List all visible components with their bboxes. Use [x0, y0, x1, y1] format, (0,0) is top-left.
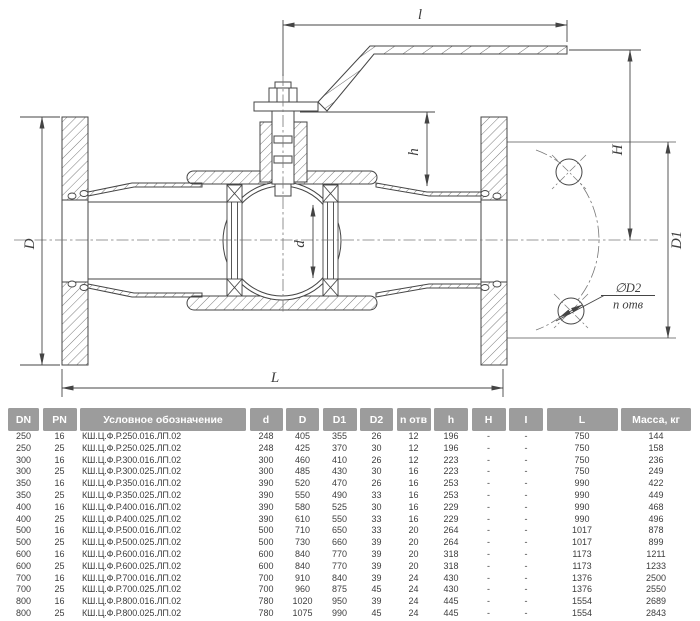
value-cell: 1173	[572, 548, 592, 559]
value-cell: 30	[371, 466, 382, 477]
table-row	[0, 549, 700, 561]
value-cell: 25	[54, 489, 65, 500]
value-cell: 960	[294, 584, 311, 595]
value-cell: 2500	[645, 572, 667, 583]
value-cell: -	[487, 478, 490, 489]
column-header: d	[250, 408, 283, 431]
value-cell: 20	[408, 525, 419, 536]
value-cell: -	[487, 454, 490, 465]
value-cell: 910	[294, 572, 311, 583]
value-cell: 770	[331, 548, 348, 559]
value-cell: 1173	[572, 560, 592, 571]
value-cell: 229	[443, 501, 459, 512]
table-row	[0, 584, 700, 596]
value-cell: 2550	[645, 584, 667, 595]
designation-cell: КШ.Ц.Ф.Р.500.025.ЛП.02	[82, 537, 182, 548]
value-cell: 650	[331, 525, 348, 536]
value-cell: 16	[408, 489, 419, 500]
value-cell: 580	[294, 501, 311, 512]
value-cell: 318	[443, 548, 459, 559]
value-cell: 990	[574, 501, 590, 512]
value-cell: -	[524, 607, 528, 618]
column-header: PN	[43, 408, 77, 431]
designation-cell: КШ.Ц.Ф.Р.350.025.ЛП.02	[82, 489, 182, 500]
value-cell: 26	[371, 478, 382, 489]
dim-H	[569, 50, 641, 240]
value-cell: 229	[443, 513, 459, 524]
dim-label-phi-d2: ∅D2	[614, 281, 642, 295]
value-cell: 750	[574, 431, 590, 441]
value-cell: 700	[15, 572, 32, 583]
value-cell: -	[524, 489, 528, 500]
dim-label-l: l	[417, 7, 423, 23]
value-cell: 1376	[571, 572, 593, 583]
value-cell: 700	[258, 572, 274, 583]
value-cell: 25	[54, 584, 65, 595]
value-cell: 24	[408, 596, 419, 607]
dimensions-table	[0, 408, 700, 620]
table-row	[0, 466, 700, 478]
column-header: h	[434, 408, 468, 431]
value-cell: 248	[258, 442, 274, 453]
value-cell: 950	[331, 596, 348, 607]
table-row	[0, 514, 700, 526]
value-cell: 16	[54, 431, 65, 441]
value-cell: 875	[331, 584, 348, 595]
value-cell: 12	[408, 431, 419, 441]
value-cell: 770	[331, 560, 348, 571]
value-cell: -	[487, 501, 490, 512]
value-cell: 500	[15, 537, 32, 548]
value-cell: 20	[408, 537, 419, 548]
left-seat	[227, 185, 242, 296]
value-cell: -	[524, 442, 528, 453]
value-cell: 236	[648, 454, 664, 465]
value-cell: 899	[648, 537, 664, 548]
value-cell: 300	[258, 454, 274, 465]
value-cell: 525	[331, 501, 348, 512]
value-cell: -	[487, 466, 490, 477]
designation-cell: КШ.Ц.Ф.Р.600.025.ЛП.02	[82, 560, 182, 571]
table-body	[0, 431, 700, 620]
value-cell: 445	[443, 596, 459, 607]
designation-cell: КШ.Ц.Ф.Р.400.025.ЛП.02	[82, 513, 182, 524]
designation-cell: КШ.Ц.Ф.Р.250.025.ЛП.02	[82, 442, 182, 453]
value-cell: 26	[371, 454, 382, 465]
value-cell: 500	[258, 537, 274, 548]
designation-cell: КШ.Ц.Ф.Р.700.016.ЛП.02	[82, 572, 182, 583]
table-row	[0, 490, 700, 502]
column-header: n отв	[397, 408, 431, 431]
value-cell: 39	[371, 572, 382, 583]
value-cell: -	[524, 454, 528, 465]
dim-label-n-otv: n отв	[612, 297, 644, 312]
value-cell: 196	[443, 442, 459, 453]
value-cell: 1075	[292, 607, 313, 618]
value-cell: 1020	[292, 596, 313, 607]
value-cell: 16	[54, 454, 65, 465]
handle-lever	[318, 46, 567, 111]
value-cell: 196	[443, 431, 459, 441]
column-header: L	[547, 408, 618, 431]
dim-label-D: D	[22, 238, 38, 250]
value-cell: 25	[54, 537, 65, 548]
right-flange	[481, 117, 507, 365]
value-cell: 468	[648, 501, 664, 512]
value-cell: 248	[258, 431, 274, 441]
value-cell: 1554	[571, 607, 593, 618]
designation-cell: КШ.Ц.Ф.Р.400.016.ЛП.02	[82, 501, 182, 512]
value-cell: 460	[294, 454, 311, 465]
value-cell: 20	[408, 560, 419, 571]
value-cell: 410	[331, 454, 348, 465]
value-cell: -	[524, 513, 528, 524]
value-cell: 26	[371, 431, 382, 441]
value-cell: 16	[408, 513, 419, 524]
value-cell: 223	[443, 466, 459, 477]
value-cell: 250	[15, 442, 32, 453]
value-cell: 25	[54, 466, 65, 477]
value-cell: 24	[408, 607, 419, 618]
value-cell: 750	[574, 454, 590, 465]
value-cell: 449	[648, 489, 664, 500]
value-cell: 800	[15, 607, 32, 618]
value-cell: 144	[648, 431, 664, 441]
value-cell: 39	[371, 537, 382, 548]
designation-cell: КШ.Ц.Ф.Р.300.016.ЛП.02	[82, 454, 182, 465]
value-cell: 300	[15, 466, 32, 477]
value-cell: 840	[294, 560, 311, 571]
table-row	[0, 573, 700, 585]
designation-cell: КШ.Ц.Ф.Р.800.025.ЛП.02	[82, 607, 182, 618]
value-cell: -	[487, 607, 490, 618]
value-cell: 660	[331, 537, 348, 548]
value-cell: 45	[371, 607, 382, 618]
value-cell: 350	[15, 478, 32, 489]
value-cell: -	[524, 478, 528, 489]
value-cell: 1017	[571, 525, 593, 536]
value-cell: -	[487, 596, 490, 607]
value-cell: 16	[54, 572, 65, 583]
value-cell: 300	[258, 466, 274, 477]
value-cell: 700	[258, 584, 274, 595]
value-cell: 264	[443, 537, 459, 548]
value-cell: 610	[294, 513, 311, 524]
end-view	[552, 155, 588, 328]
value-cell: 430	[443, 584, 459, 595]
value-cell: 1233	[645, 560, 667, 571]
value-cell: 30	[371, 501, 382, 512]
value-cell: 16	[408, 478, 419, 489]
value-cell: 250	[15, 431, 32, 441]
value-cell: -	[524, 525, 528, 536]
value-cell: 390	[258, 478, 274, 489]
dim-label-d: d	[292, 240, 308, 248]
value-cell: 405	[294, 431, 311, 441]
value-cell: 500	[15, 525, 32, 536]
value-cell: 300	[15, 454, 32, 465]
table-row	[0, 537, 700, 549]
column-header: Масса, кг	[621, 408, 691, 431]
value-cell: 2843	[645, 607, 667, 618]
value-cell: -	[524, 466, 528, 477]
value-cell: 600	[258, 548, 274, 559]
designation-cell: КШ.Ц.Ф.Р.700.025.ЛП.02	[82, 584, 182, 595]
designation-cell: КШ.Ц.Ф.Р.300.025.ЛП.02	[82, 466, 182, 477]
value-cell: 264	[443, 525, 459, 536]
value-cell: 20	[408, 548, 419, 559]
value-cell: 33	[371, 513, 382, 524]
dim-label-L: L	[270, 370, 280, 386]
value-cell: 2689	[645, 596, 667, 607]
dim-L	[62, 369, 503, 397]
value-cell: 400	[15, 513, 32, 524]
table-row	[0, 561, 700, 573]
value-cell: 750	[574, 466, 590, 477]
value-cell: 600	[15, 548, 32, 559]
value-cell: 12	[408, 442, 419, 453]
handle-base-plate	[254, 102, 318, 111]
value-cell: -	[487, 548, 490, 559]
value-cell: 25	[54, 560, 65, 571]
value-cell: 45	[371, 584, 382, 595]
dim-label-D1: D1	[669, 230, 685, 250]
value-cell: 318	[443, 560, 459, 571]
value-cell: -	[487, 537, 490, 548]
value-cell: 520	[294, 478, 311, 489]
value-cell: 840	[294, 548, 311, 559]
value-cell: 350	[15, 489, 32, 500]
value-cell: 16	[54, 596, 65, 607]
value-cell: 33	[371, 525, 382, 536]
table-row	[0, 502, 700, 514]
value-cell: 390	[258, 489, 274, 500]
column-header: Условное обозначение	[80, 408, 246, 431]
value-cell: 600	[15, 560, 32, 571]
value-cell: 445	[443, 607, 459, 618]
value-cell: -	[487, 584, 490, 595]
value-cell: 16	[54, 478, 65, 489]
table-row	[0, 455, 700, 467]
value-cell: 430	[331, 466, 348, 477]
column-header: I	[509, 408, 543, 431]
value-cell: -	[524, 548, 528, 559]
value-cell: 710	[294, 525, 311, 536]
value-cell: 990	[574, 513, 590, 524]
value-cell: 16	[54, 548, 65, 559]
designation-cell: КШ.Ц.Ф.Р.500.016.ЛП.02	[82, 525, 182, 536]
value-cell: 16	[54, 525, 65, 536]
table-row	[0, 525, 700, 537]
value-cell: -	[524, 501, 528, 512]
value-cell: 24	[408, 572, 419, 583]
value-cell: 780	[258, 607, 274, 618]
value-cell: 730	[294, 537, 311, 548]
table-row	[0, 443, 700, 455]
table-row	[0, 596, 700, 608]
value-cell: 16	[408, 466, 419, 477]
column-header: D1	[323, 408, 357, 431]
value-cell: 422	[648, 478, 664, 489]
value-cell: 990	[574, 478, 590, 489]
value-cell: 253	[443, 489, 459, 500]
right-seat	[323, 185, 338, 296]
value-cell: 12	[408, 454, 419, 465]
value-cell: 490	[331, 489, 348, 500]
table-row	[0, 608, 700, 620]
value-cell: 400	[15, 501, 32, 512]
value-cell: 223	[443, 454, 459, 465]
value-cell: 390	[258, 501, 274, 512]
value-cell: 780	[258, 596, 274, 607]
value-cell: 16	[408, 501, 419, 512]
value-cell: -	[524, 596, 528, 607]
value-cell: 840	[331, 572, 348, 583]
value-cell: 430	[443, 572, 459, 583]
designation-cell: КШ.Ц.Ф.Р.600.016.ЛП.02	[82, 548, 182, 559]
value-cell: 600	[258, 560, 274, 571]
dim-label-H: H	[610, 144, 626, 156]
value-cell: 24	[408, 584, 419, 595]
value-cell: 158	[648, 442, 664, 453]
value-cell: 355	[331, 431, 348, 441]
value-cell: 800	[15, 596, 32, 607]
dim-label-h: h	[406, 148, 422, 156]
value-cell: 550	[331, 513, 348, 524]
column-header: D2	[360, 408, 393, 431]
value-cell: 39	[371, 548, 382, 559]
table-row	[0, 431, 700, 443]
value-cell: 750	[574, 442, 590, 453]
value-cell: 30	[371, 442, 382, 453]
value-cell: 470	[331, 478, 348, 489]
value-cell: 370	[331, 442, 348, 453]
designation-cell: КШ.Ц.Ф.Р.350.016.ЛП.02	[82, 478, 182, 489]
table-row	[0, 478, 700, 490]
value-cell: 425	[294, 442, 311, 453]
value-cell: 878	[648, 525, 664, 536]
value-cell: 485	[294, 466, 311, 477]
value-cell: 390	[258, 513, 274, 524]
value-cell: -	[487, 525, 490, 536]
value-cell: 1376	[571, 584, 593, 595]
value-cell: -	[524, 431, 528, 441]
value-cell: -	[487, 513, 490, 524]
value-cell: -	[487, 431, 490, 441]
value-cell: 500	[258, 525, 274, 536]
value-cell: -	[524, 584, 528, 595]
value-cell: 990	[574, 489, 590, 500]
value-cell: -	[487, 442, 490, 453]
designation-cell: КШ.Ц.Ф.Р.250.016.ЛП.02	[82, 431, 182, 441]
value-cell: 990	[331, 607, 348, 618]
value-cell: -	[524, 537, 528, 548]
column-header: DN	[8, 408, 39, 431]
value-cell: 25	[54, 513, 65, 524]
value-cell: 700	[15, 584, 32, 595]
column-header: D	[286, 408, 319, 431]
value-cell: -	[487, 560, 490, 571]
value-cell: 33	[371, 489, 382, 500]
value-cell: 39	[371, 560, 382, 571]
value-cell: 1554	[571, 596, 593, 607]
value-cell: 550	[294, 489, 311, 500]
value-cell: 39	[371, 596, 382, 607]
value-cell: -	[524, 572, 528, 583]
value-cell: 25	[54, 442, 65, 453]
column-header: H	[472, 408, 506, 431]
left-flange	[62, 117, 88, 365]
table-header-row	[0, 408, 700, 431]
value-cell: 1211	[646, 548, 666, 559]
value-cell: -	[487, 572, 490, 583]
value-cell: -	[487, 489, 490, 500]
value-cell: 25	[54, 607, 65, 618]
value-cell: 249	[648, 466, 664, 477]
value-cell: 1017	[571, 537, 593, 548]
value-cell: -	[524, 560, 528, 571]
value-cell: 496	[648, 513, 664, 524]
value-cell: 253	[443, 478, 459, 489]
value-cell: 16	[54, 501, 65, 512]
designation-cell: КШ.Ц.Ф.Р.800.016.ЛП.02	[82, 596, 182, 607]
